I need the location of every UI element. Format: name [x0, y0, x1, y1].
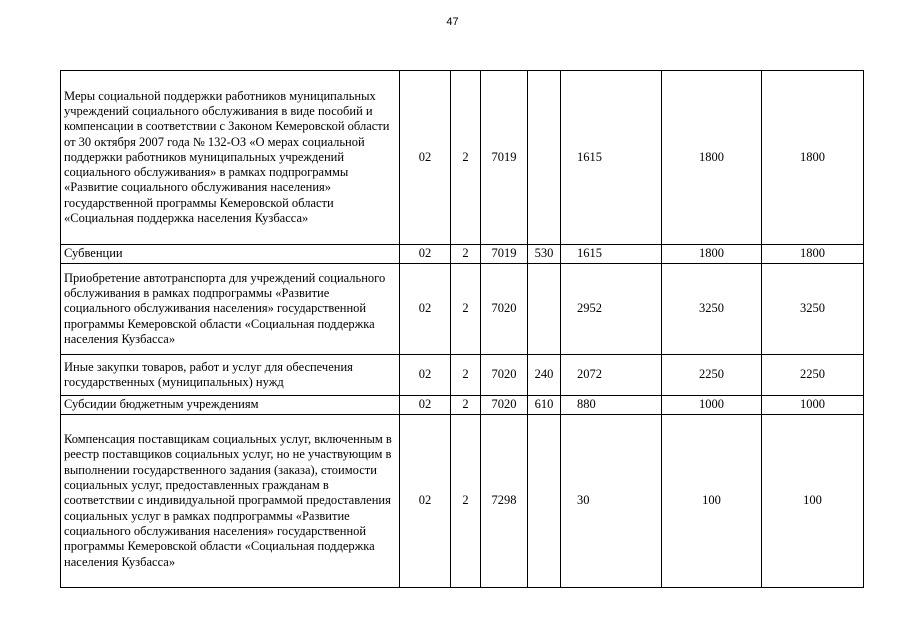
section-code: 02	[400, 396, 451, 415]
page-number: 47	[446, 16, 459, 28]
amount-year-3: 1800	[762, 245, 864, 264]
subprogram-code: 2	[451, 264, 481, 355]
subprogram-code: 2	[451, 415, 481, 588]
row-description: Приобретение автотранспорта для учреждений социального обслуживания в рамках подпрограммы «Развитие социального обслуживания населения» государственной программы Кемеровской области «Социальная поддержка населения Кузбасса»	[61, 264, 400, 355]
row-description: Иные закупки товаров, работ и услуг для обеспечения государственных (муниципальных) нужд	[61, 355, 400, 396]
subprogram-code: 2	[451, 71, 481, 245]
budget-table	[60, 70, 864, 588]
amount-year-1: 1615	[561, 245, 662, 264]
table-row	[61, 355, 864, 396]
table-row	[61, 264, 864, 355]
table-row	[61, 245, 864, 264]
section-code: 02	[400, 245, 451, 264]
amount-year-1: 1615	[561, 71, 662, 245]
section-code: 02	[400, 264, 451, 355]
amount-year-2: 3250	[662, 264, 762, 355]
table-row	[61, 396, 864, 415]
amount-year-3: 2250	[762, 355, 864, 396]
target-article-code: 7019	[481, 71, 528, 245]
subprogram-code: 2	[451, 355, 481, 396]
section-code: 02	[400, 355, 451, 396]
expense-type-code: 530	[528, 245, 561, 264]
amount-year-1: 2072	[561, 355, 662, 396]
table-row	[61, 415, 864, 588]
subprogram-code: 2	[451, 245, 481, 264]
table-row	[61, 71, 864, 245]
target-article-code: 7020	[481, 355, 528, 396]
amount-year-2: 100	[662, 415, 762, 588]
row-description: Компенсация поставщикам социальных услуг, включенным в реестр поставщиков социальных услуг, но не участвующим в выполнении государственного задания (заказа), стоимости социальных услуг, предоставленных гражданам в соответствии с индивидуальной программой предоставления социальных услуг в рамках подпрограммы «Развитие социального обслуживания населения» государственной программы Кемеровской области «Социальная поддержка населения Кузбасса»	[61, 415, 400, 588]
amount-year-3: 1000	[762, 396, 864, 415]
amount-year-3: 100	[762, 415, 864, 588]
amount-year-3: 1800	[762, 71, 864, 245]
expense-type-code: 240	[528, 355, 561, 396]
expense-type-code	[528, 71, 561, 245]
target-article-code: 7019	[481, 245, 528, 264]
amount-year-1: 30	[561, 415, 662, 588]
expense-type-code: 610	[528, 396, 561, 415]
expense-type-code	[528, 415, 561, 588]
amount-year-2: 1800	[662, 245, 762, 264]
row-description: Субвенции	[61, 245, 400, 264]
amount-year-3: 3250	[762, 264, 864, 355]
amount-year-1: 2952	[561, 264, 662, 355]
expense-type-code	[528, 264, 561, 355]
amount-year-2: 2250	[662, 355, 762, 396]
target-article-code: 7020	[481, 396, 528, 415]
section-code: 02	[400, 71, 451, 245]
target-article-code: 7020	[481, 264, 528, 355]
row-description: Субсидии бюджетным учреждениям	[61, 396, 400, 415]
amount-year-1: 880	[561, 396, 662, 415]
target-article-code: 7298	[481, 415, 528, 588]
amount-year-2: 1000	[662, 396, 762, 415]
section-code: 02	[400, 415, 451, 588]
subprogram-code: 2	[451, 396, 481, 415]
row-description: Меры социальной поддержки работников муниципальных учреждений социального обслуживания в виде пособий и компенсации в соответствии с Законом Кемеровской области от 30 октября 2007 года № 132-ОЗ «О мерах социальной поддержки работников муниципальных учреждений социального обслуживания» в рамках подпрограммы «Развитие социального обслуживания населения» государственной программы Кемеровской области «Социальная поддержка населения Кузбасса»	[61, 71, 400, 245]
amount-year-2: 1800	[662, 71, 762, 245]
